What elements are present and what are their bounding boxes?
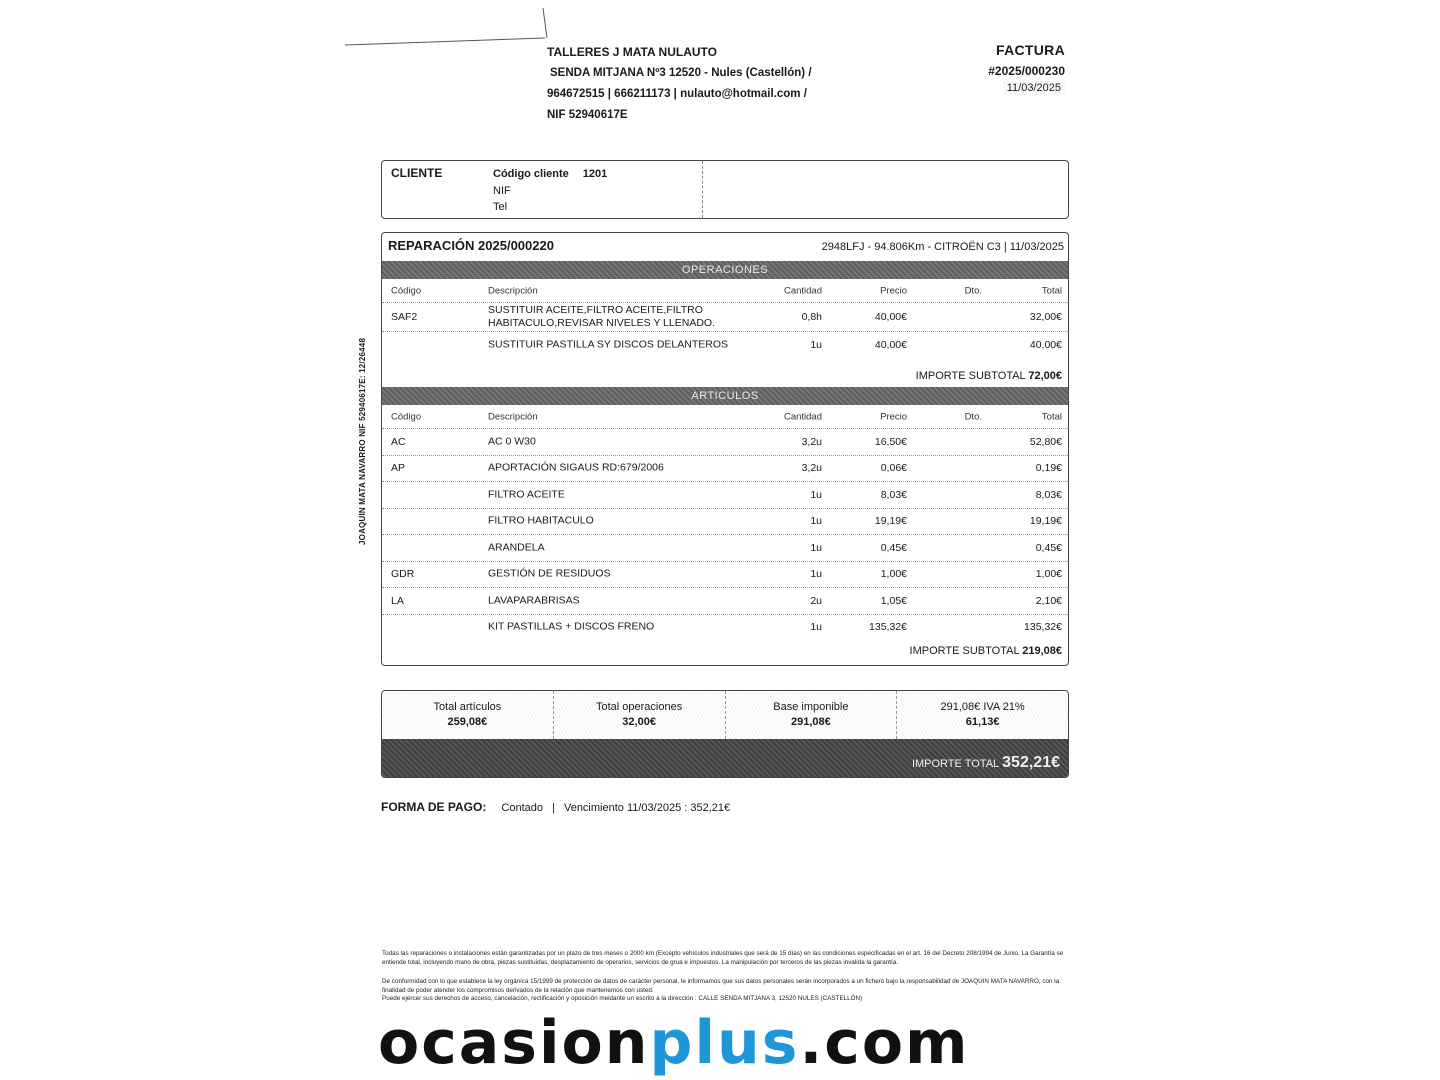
repair-box bbox=[381, 232, 1069, 666]
row-total: 0,19€ bbox=[1035, 462, 1062, 475]
table-row bbox=[382, 303, 1068, 332]
row-total: 8,03€ bbox=[1035, 488, 1062, 501]
col-price: Precio bbox=[880, 285, 907, 296]
row-code: SAF2 bbox=[391, 311, 418, 323]
table-row bbox=[382, 456, 1068, 483]
vat-label: 291,08€ IVA 21% bbox=[940, 701, 1025, 713]
payment-label: FORMA DE PAGO: bbox=[381, 800, 487, 814]
grand-total-bar bbox=[382, 739, 1068, 777]
row-qty: 3,2u bbox=[801, 435, 822, 448]
articles-section-bar: ARTICULOS bbox=[382, 387, 1068, 405]
col-dto: Dto. bbox=[964, 285, 982, 296]
row-desc: LAVAPARABRISAS bbox=[488, 594, 580, 607]
table-row bbox=[382, 562, 1068, 589]
col-dto: Dto. bbox=[964, 411, 982, 422]
row-price: 19,19€ bbox=[874, 515, 907, 528]
row-qty: 2u bbox=[810, 594, 822, 607]
total-operations bbox=[554, 691, 726, 739]
table-header bbox=[382, 405, 1068, 429]
total-articles-label: Total artículos bbox=[433, 701, 502, 713]
vehicle-info: 2948LFJ - 94.806Km - CITROËN C3 | 11/03/2025 bbox=[821, 241, 1064, 253]
row-qty: 1u bbox=[810, 515, 822, 528]
col-qty: Cantidad bbox=[783, 285, 822, 296]
articles-table bbox=[382, 405, 1068, 640]
logo-part-com: .com bbox=[799, 1008, 970, 1078]
ocasionplus-watermark bbox=[378, 1008, 970, 1078]
row-total: 32,00€ bbox=[1029, 311, 1062, 323]
row-total: 135,32€ bbox=[1024, 621, 1062, 634]
client-box bbox=[381, 160, 1069, 219]
total-operations-label: Total operaciones bbox=[596, 701, 683, 713]
row-code: LA bbox=[391, 594, 404, 607]
subtotal-label: IMPORTE SUBTOTAL bbox=[915, 370, 1026, 382]
table-row bbox=[382, 429, 1068, 456]
row-desc-line2: HABITACULO,REVISAR NIVELES Y LLENADO. bbox=[488, 317, 715, 329]
row-desc: APORTACIÓN SIGAUS RD:679/2006 bbox=[488, 461, 664, 474]
table-row bbox=[382, 332, 1068, 358]
row-desc: FILTRO HABITACULO bbox=[488, 514, 594, 527]
tax-base-label: Base imponible bbox=[773, 701, 849, 713]
client-nif-label: NIF bbox=[493, 184, 511, 197]
col-total: Total bbox=[1041, 411, 1062, 422]
col-total: Total bbox=[1041, 285, 1062, 296]
client-code-label: Código cliente bbox=[493, 168, 569, 180]
company-name: TALLERES J MATA NULAUTO bbox=[547, 45, 717, 59]
row-desc bbox=[488, 304, 715, 330]
row-price: 135,32€ bbox=[869, 621, 907, 634]
row-qty: 1u bbox=[810, 338, 822, 351]
client-code-value: 1201 bbox=[582, 168, 608, 180]
client-fields bbox=[493, 166, 607, 216]
row-price: 16,50€ bbox=[874, 435, 907, 448]
col-qty: Cantidad bbox=[783, 411, 822, 422]
col-desc: Descripción bbox=[488, 411, 538, 422]
row-total: 1,00€ bbox=[1035, 568, 1062, 581]
repair-header bbox=[388, 238, 1064, 258]
legal-privacy-text: De conformidad con lo que establece la ley orgánica 15/1999 de protección de datos de carácter personal, le informamos que sus datos personales serán incorporados a un fichero bajo la responsabilidad de JOAQUIN MATA NAVARRO, con la finalidad de poder atender los compromisos derivados de la relación que mantenemos con usted. bbox=[382, 978, 1060, 994]
company-address: SENDA MITJANA Nº3 12520 - Nules (Castellón) / bbox=[550, 67, 812, 79]
row-price: 0,45€ bbox=[880, 541, 907, 554]
subtotal-value: 219,08€ bbox=[1022, 645, 1062, 657]
table-row bbox=[382, 482, 1068, 509]
client-divider bbox=[702, 161, 703, 218]
tax-base bbox=[726, 691, 898, 739]
client-label: CLIENTE bbox=[391, 166, 443, 180]
table-header bbox=[382, 279, 1068, 303]
table-row bbox=[382, 615, 1068, 641]
articles-subtotal bbox=[910, 645, 1062, 657]
logo-part-ocasion: ocasion bbox=[378, 1008, 650, 1078]
col-code: Código bbox=[391, 285, 422, 296]
row-total: 40,00€ bbox=[1029, 338, 1062, 351]
company-nif: NIF 52940617E bbox=[547, 109, 628, 121]
row-qty: 1u bbox=[810, 621, 822, 634]
row-desc: SUSTITUIR PASTILLA SY DISCOS DELANTEROS bbox=[488, 338, 729, 351]
row-price: 1,00€ bbox=[880, 568, 907, 581]
total-articles bbox=[382, 691, 554, 739]
total-articles-value: 259,08€ bbox=[447, 716, 488, 728]
scan-artifact bbox=[340, 5, 560, 50]
row-qty: 1u bbox=[810, 541, 822, 554]
subtotal-value: 72,00€ bbox=[1028, 370, 1062, 382]
payment-due: Vencimiento 11/03/2025 : 352,21€ bbox=[563, 802, 731, 814]
legal-privacy bbox=[382, 978, 1072, 1004]
operations-table bbox=[382, 279, 1068, 358]
col-price: Precio bbox=[880, 411, 907, 422]
col-desc: Descripción bbox=[488, 285, 538, 296]
row-desc: AC 0 W30 bbox=[488, 435, 536, 448]
row-desc-line1: SUSTITUIR ACEITE,FILTRO ACEITE,FILTRO bbox=[488, 304, 703, 316]
row-qty: 1u bbox=[810, 568, 822, 581]
row-total: 52,80€ bbox=[1029, 435, 1062, 448]
invoice-header bbox=[988, 42, 1065, 96]
total-operations-value: 32,00€ bbox=[622, 716, 656, 728]
payment-method: Contado bbox=[501, 802, 543, 814]
repair-title: REPARACIÓN 2025/000220 bbox=[388, 238, 554, 253]
invoice-number: #2025/000230 bbox=[988, 64, 1065, 78]
legal-rights-text: Puede ejercer sus derechos de acceso, cancelación, rectificación y oposición meidante un escrito a la dirección : CALLE SENDA MITJANA 3, 12520 NULES (CASTELLÓN) bbox=[382, 995, 863, 1002]
row-code: AC bbox=[391, 435, 406, 448]
row-price: 0,06€ bbox=[880, 462, 907, 475]
side-registration-note: JOAQUIN MATA NAVARRO NIF 52940617E: 12/26448 bbox=[358, 337, 367, 545]
row-code: GDR bbox=[391, 568, 415, 581]
grand-total-value: 352,21€ bbox=[1002, 754, 1060, 771]
invoice-date: 11/03/2025 bbox=[1003, 81, 1065, 95]
logo-part-plus: plus bbox=[649, 1008, 800, 1078]
row-total: 0,45€ bbox=[1035, 541, 1062, 554]
row-desc: GESTIÓN DE RESIDUOS bbox=[488, 567, 611, 580]
row-desc: FILTRO ACEITE bbox=[488, 488, 565, 501]
vat bbox=[897, 691, 1068, 739]
payment-info bbox=[381, 800, 730, 814]
totals-box bbox=[381, 690, 1069, 778]
row-total: 2,10€ bbox=[1035, 594, 1062, 607]
vat-value: 61,13€ bbox=[965, 716, 1000, 728]
subtotal-label: IMPORTE SUBTOTAL bbox=[909, 645, 1020, 657]
row-total: 19,19€ bbox=[1029, 515, 1062, 528]
row-price: 1,05€ bbox=[880, 594, 907, 607]
col-code: Código bbox=[391, 411, 422, 422]
grand-total-label: IMPORTE TOTAL bbox=[911, 758, 1000, 770]
row-desc: KIT PASTILLAS + DISCOS FRENO bbox=[488, 620, 655, 633]
grand-total bbox=[912, 754, 1060, 772]
invoice-title: FACTURA bbox=[996, 42, 1065, 58]
table-row bbox=[382, 588, 1068, 615]
row-desc: ARANDELA bbox=[488, 541, 545, 554]
table-row bbox=[382, 509, 1068, 536]
totals-summary bbox=[382, 691, 1068, 739]
company-contact: 964672515 | 666211173 | nulauto@hotmail.com / bbox=[547, 88, 807, 100]
tax-base-value: 291,08€ bbox=[790, 716, 831, 728]
table-row bbox=[382, 535, 1068, 562]
row-code: AP bbox=[391, 462, 406, 475]
row-qty: 1u bbox=[810, 488, 822, 501]
row-price: 40,00€ bbox=[874, 311, 907, 323]
row-price: 8,03€ bbox=[880, 488, 907, 501]
company-header bbox=[547, 42, 812, 126]
row-qty: 3,2u bbox=[801, 462, 822, 475]
row-price: 40,00€ bbox=[874, 338, 907, 351]
operations-section-bar: OPERACIONES bbox=[382, 261, 1068, 279]
payment-separator: | bbox=[552, 802, 555, 814]
legal-warranty: Todas las reparaciones o instalaciones están garantizadas por un plazo de tres meses o 2000 km (Excepto vehículos industriales que será de 15 días) en las condiciones especificadas en el art. 16 del Decreto 208/1994 de Junio. La Garantía se entiende total, incluyendo mano de obra, piezas sustituidas, desplazamiento de operarios, servicios de grua e impuestos. La manipulación por terceros de las piezas invalida la garantía. bbox=[382, 950, 1064, 966]
row-qty: 0,8h bbox=[801, 311, 822, 323]
client-tel-label: Tel bbox=[493, 201, 508, 213]
operations-subtotal bbox=[916, 370, 1062, 382]
